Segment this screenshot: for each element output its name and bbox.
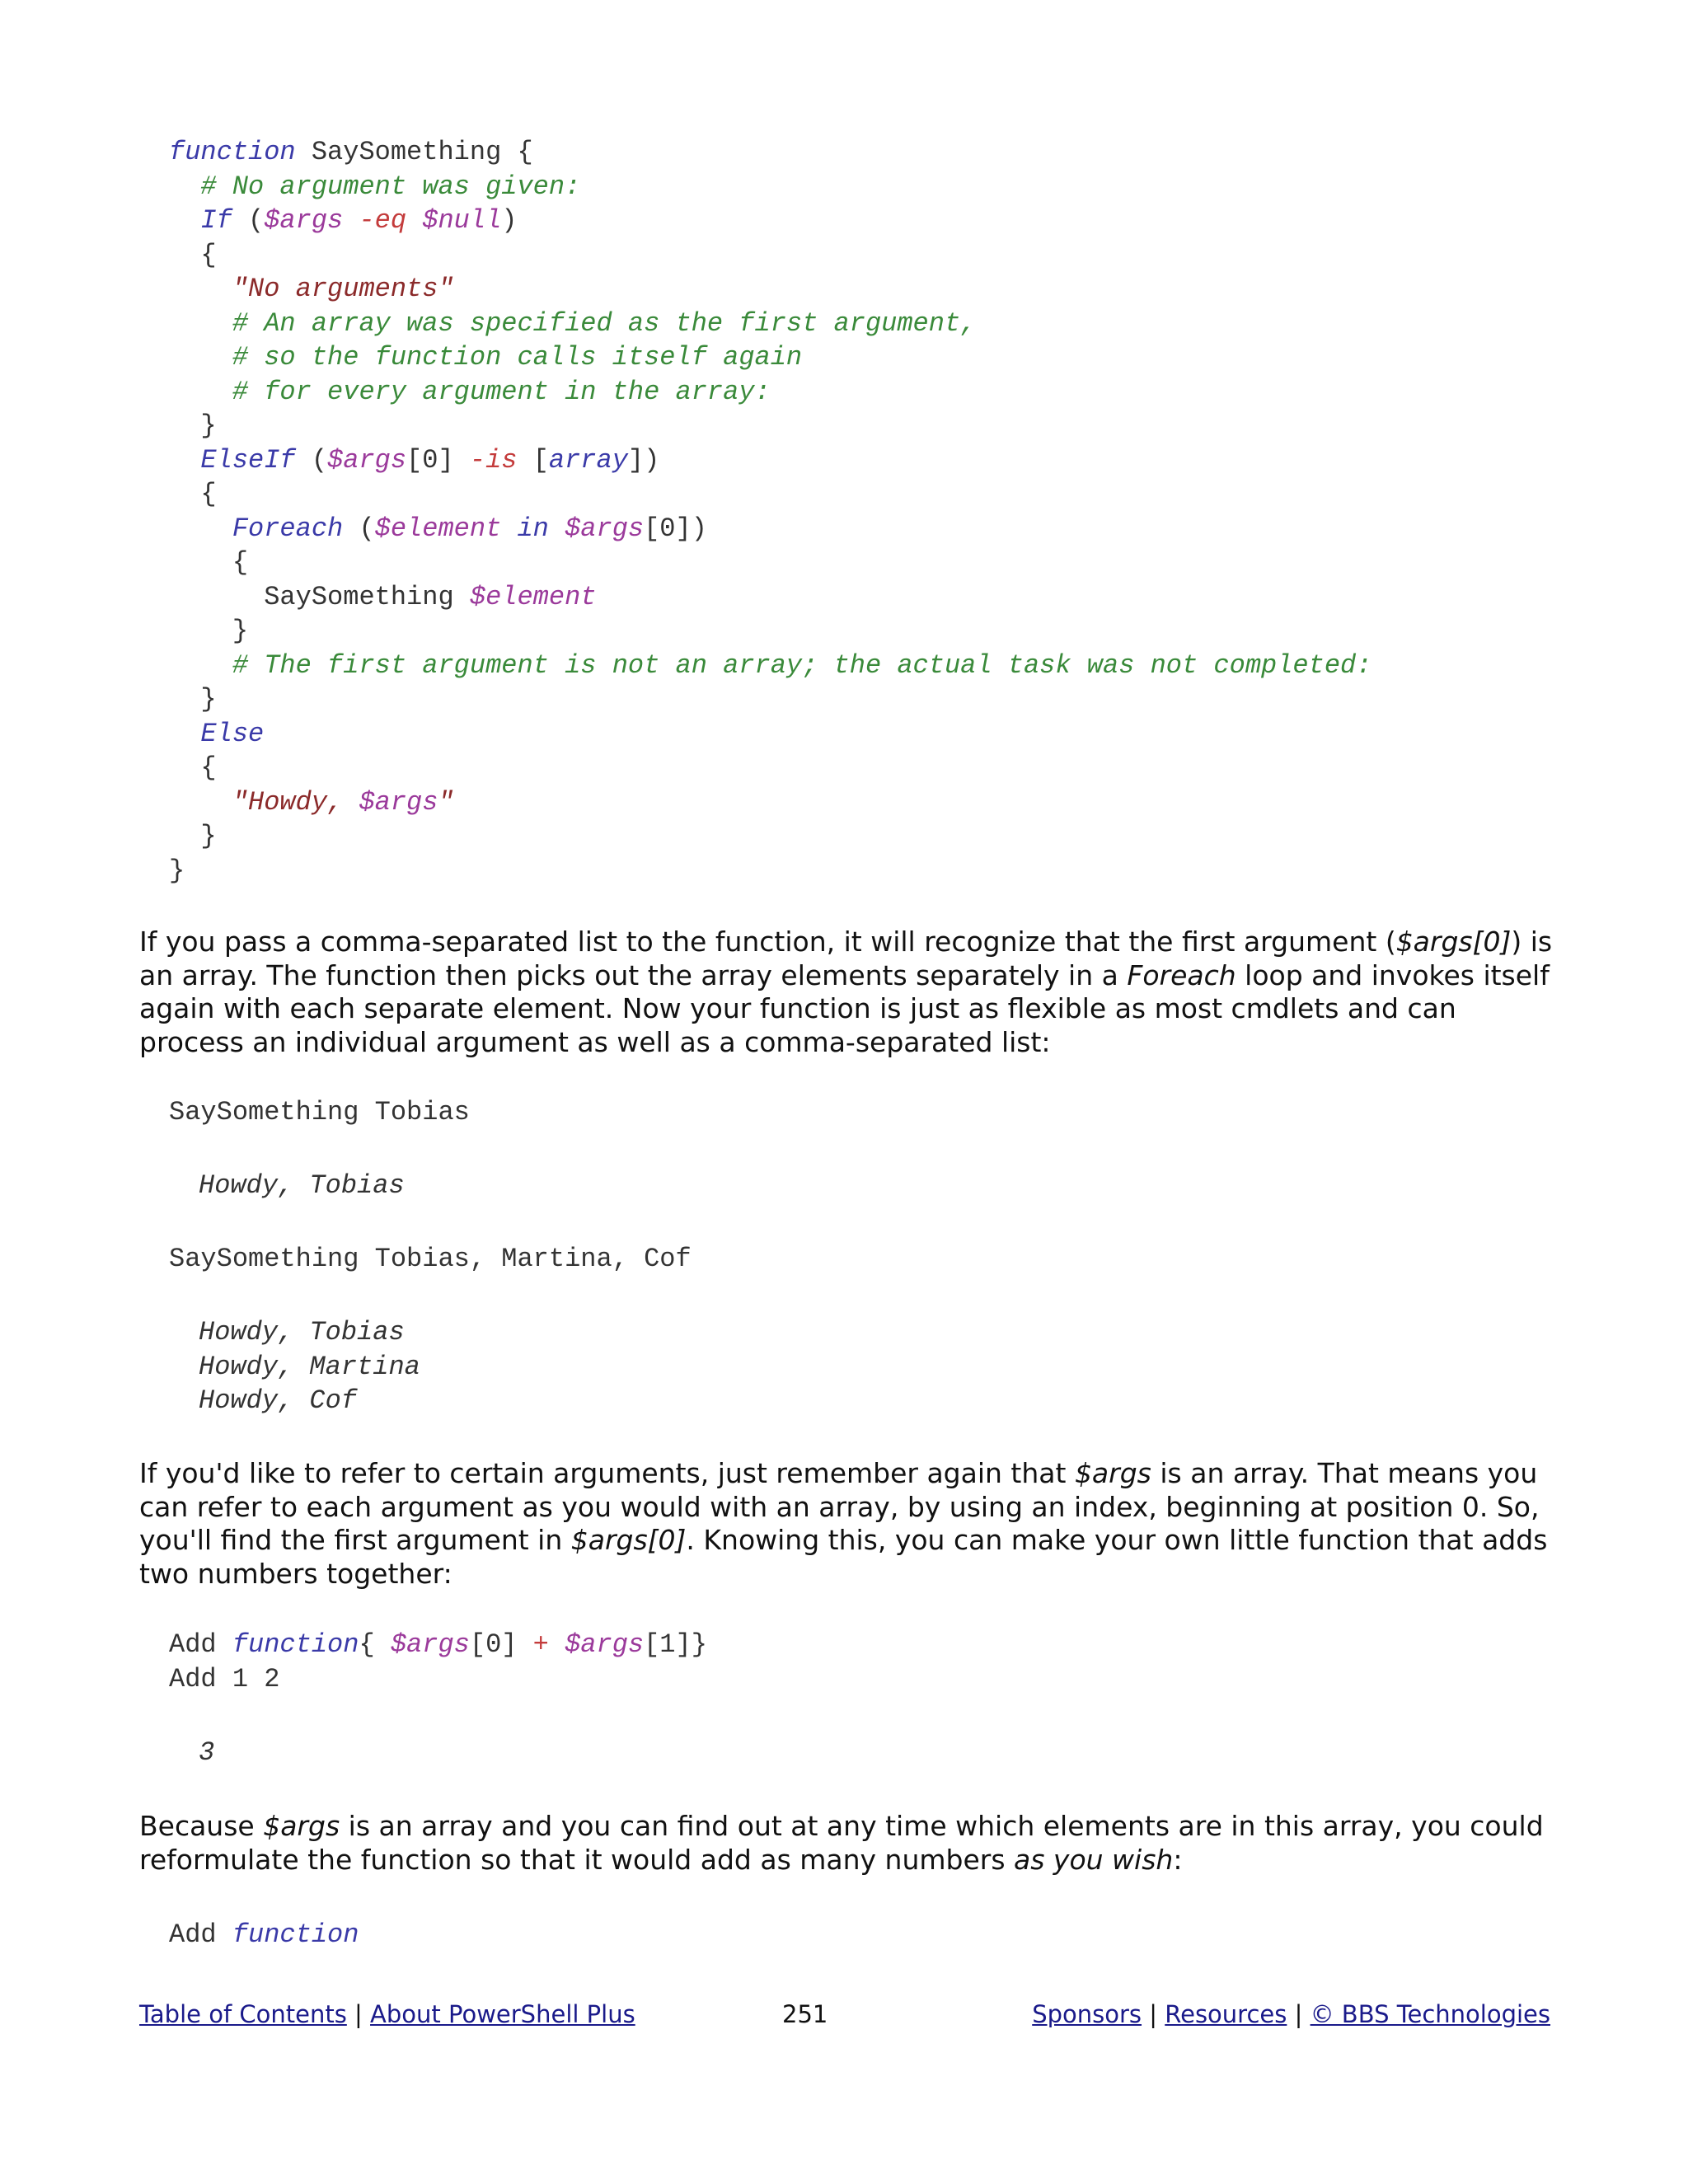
code-token: # for every argument in the array: bbox=[232, 376, 771, 407]
code-token: -eq bbox=[359, 205, 407, 236]
code-output-multiple-arguments bbox=[199, 1315, 420, 1418]
code-token: [ bbox=[517, 444, 549, 476]
code-line bbox=[169, 751, 1372, 785]
code-line bbox=[169, 717, 1372, 752]
footer-separator: | bbox=[354, 2000, 363, 2028]
code-line bbox=[169, 204, 1372, 238]
code-token: { bbox=[169, 479, 217, 509]
code-token: Add bbox=[169, 1919, 232, 1950]
code-token bbox=[549, 1629, 565, 1660]
emphasis-text: $args bbox=[263, 1810, 340, 1842]
code-token: $args bbox=[565, 513, 645, 544]
code-token: function bbox=[232, 1919, 359, 1950]
code-output-line: Howdy, Tobias bbox=[199, 1170, 405, 1201]
code-token: } bbox=[169, 821, 217, 851]
paragraph-text: ) is an array. The function then picks out the array elements separately in a bbox=[139, 926, 1553, 991]
code-token: ( bbox=[343, 513, 375, 544]
code-token: array bbox=[548, 444, 628, 476]
code-token: $args bbox=[327, 444, 407, 476]
code-token bbox=[549, 513, 565, 544]
code-line bbox=[169, 238, 1372, 273]
code-token: Foreach bbox=[232, 513, 344, 544]
code-token: function bbox=[169, 137, 296, 167]
footer-left-links bbox=[139, 2000, 635, 2028]
code-line bbox=[169, 477, 1372, 512]
code-token: [0] bbox=[406, 444, 470, 476]
code-line bbox=[169, 170, 1372, 204]
code-token: $args bbox=[264, 205, 344, 236]
code-token: in bbox=[517, 513, 549, 544]
code-output-line: Howdy, Tobias bbox=[199, 1317, 405, 1347]
paragraph-text: If you'd like to refer to certain arguments, just remember again that bbox=[139, 1457, 1075, 1489]
code-line bbox=[169, 649, 1372, 683]
code-line bbox=[169, 819, 1372, 854]
code-line bbox=[169, 854, 1372, 888]
code-output-line: Howdy, Cof bbox=[199, 1385, 358, 1416]
code-token bbox=[169, 171, 200, 202]
footer-right-links bbox=[1032, 2000, 1550, 2028]
code-token: # An array was specified as the first argument, bbox=[232, 307, 977, 339]
code-output-line: 3 bbox=[199, 1737, 215, 1768]
paragraph-args-array-index bbox=[139, 1457, 1557, 1591]
code-token: ElseIf bbox=[200, 444, 296, 476]
code-token: If bbox=[200, 205, 232, 236]
emphasis-text: Foreach bbox=[1127, 958, 1236, 991]
code-token: [0]) bbox=[644, 513, 707, 544]
code-token: [0] bbox=[469, 1629, 533, 1660]
code-token: } bbox=[169, 855, 185, 886]
code-output-single-argument bbox=[199, 1169, 405, 1203]
code-token: "Howdy, bbox=[232, 786, 359, 818]
code-token: ( bbox=[295, 444, 328, 476]
code-token bbox=[501, 513, 517, 544]
code-line bbox=[169, 785, 1372, 820]
code-output-add-result bbox=[199, 1736, 214, 1770]
paragraph-text: If you pass a comma-separated list to the function, it will recognize that the first argument ( bbox=[139, 926, 1396, 958]
code-token: SaySomething bbox=[169, 581, 470, 612]
code-token: $args bbox=[359, 786, 438, 818]
code-token bbox=[169, 308, 232, 339]
code-token bbox=[169, 513, 232, 544]
emphasis-text: $args[0] bbox=[1395, 926, 1512, 958]
paragraph-text: Because bbox=[139, 1810, 264, 1842]
paragraph-text: . Knowing this, you can make your own little function that adds two numbers together: bbox=[139, 1524, 1548, 1590]
code-token: $element bbox=[469, 581, 597, 612]
code-token: Add bbox=[169, 1629, 232, 1660]
code-token bbox=[343, 205, 359, 236]
paragraph-reformulate-function bbox=[139, 1810, 1557, 1877]
code-example-multiple-arguments bbox=[169, 1242, 692, 1277]
code-token bbox=[169, 274, 232, 304]
code-token: $args bbox=[565, 1629, 645, 1660]
code-token: + bbox=[532, 1629, 549, 1660]
code-token bbox=[169, 787, 232, 818]
sponsors-link[interactable]: Sponsors bbox=[1032, 2000, 1142, 2028]
emphasis-text: $args[0] bbox=[570, 1524, 687, 1556]
code-token: "No arguments" bbox=[232, 274, 454, 304]
code-line bbox=[169, 682, 1372, 717]
code-line bbox=[169, 546, 1372, 580]
code-token: ) bbox=[501, 205, 518, 236]
page-footer bbox=[139, 2000, 1550, 2036]
code-line bbox=[169, 375, 1372, 410]
table-of-contents-link[interactable]: Table of Contents bbox=[139, 2000, 347, 2028]
code-token: } bbox=[169, 616, 249, 646]
code-token: { bbox=[359, 1629, 391, 1660]
code-line bbox=[169, 1628, 707, 1662]
footer-separator: | bbox=[1294, 2000, 1303, 2028]
code-output-line: Howdy, Martina bbox=[199, 1351, 420, 1382]
code-command-line: SaySomething Tobias bbox=[169, 1097, 470, 1127]
code-token: { bbox=[169, 752, 217, 783]
code-token: Add 1 2 bbox=[169, 1663, 280, 1694]
bbs-technologies-copyright-link[interactable]: © BBS Technologies bbox=[1310, 2000, 1550, 2028]
code-token: " bbox=[438, 786, 454, 818]
code-token bbox=[169, 650, 232, 681]
code-token: -is bbox=[469, 444, 518, 476]
paragraph-text: loop and invokes itself again with each separate element. Now your function is just as flexible as most cmdlets and can process an individual argument as well as a comma-separated list: bbox=[139, 958, 1550, 1058]
about-powershell-plus-link[interactable]: About PowerShell Plus bbox=[370, 2000, 635, 2028]
code-token: ]) bbox=[627, 444, 660, 476]
code-token: $null bbox=[422, 205, 502, 236]
code-token: { bbox=[169, 239, 217, 270]
code-token: } bbox=[169, 684, 217, 715]
code-line bbox=[169, 1918, 359, 1952]
code-example-single-argument bbox=[169, 1095, 470, 1130]
code-line bbox=[169, 512, 1372, 546]
code-token: { bbox=[169, 547, 249, 578]
code-token bbox=[169, 377, 232, 407]
page-number: 251 bbox=[782, 2000, 828, 2028]
code-token: function bbox=[232, 1629, 359, 1660]
code-command-line: SaySomething Tobias, Martina, Cof bbox=[169, 1244, 692, 1274]
code-line bbox=[169, 443, 1372, 478]
code-token: ( bbox=[232, 205, 265, 236]
code-token bbox=[169, 445, 200, 476]
code-line bbox=[169, 272, 1372, 307]
code-token bbox=[169, 719, 200, 749]
code-token bbox=[169, 342, 232, 373]
code-token: # so the function calls itself again bbox=[232, 342, 803, 373]
code-block-saysomething-function bbox=[169, 135, 1372, 888]
code-token: $args bbox=[390, 1629, 470, 1660]
code-token: [1]} bbox=[644, 1629, 707, 1660]
code-block-add-function bbox=[169, 1628, 707, 1696]
code-token: # No argument was given: bbox=[200, 171, 581, 202]
paragraph-comma-separated-list bbox=[139, 926, 1557, 1059]
emphasis-text: $args bbox=[1074, 1457, 1151, 1489]
code-token: Else bbox=[200, 718, 265, 749]
code-token bbox=[406, 205, 422, 236]
paragraph-text: : bbox=[1173, 1843, 1183, 1876]
code-line bbox=[169, 580, 1372, 615]
code-line bbox=[169, 307, 1372, 341]
code-line bbox=[169, 409, 1372, 443]
paragraph-text: is an array and you can find out at any time which elements are in this array, you could reformulate the function so that it would add as many numbers bbox=[139, 1810, 1544, 1876]
code-line bbox=[169, 340, 1372, 375]
code-token: # The first argument is not an array; the actual task was not completed: bbox=[232, 649, 1372, 681]
code-line bbox=[169, 614, 1372, 649]
footer-separator: | bbox=[1149, 2000, 1158, 2028]
emphasis-text: as you wish bbox=[1014, 1843, 1174, 1876]
code-token: } bbox=[169, 410, 217, 441]
code-block-add-function-start bbox=[169, 1918, 359, 1952]
code-line bbox=[169, 135, 1372, 170]
paragraph-text: is an array. That means you can refer to each argument as you would with an array, by using an index, beginning at position 0. So, you'll find the first argument in bbox=[139, 1457, 1540, 1556]
code-token: SaySomething { bbox=[295, 137, 533, 167]
code-token: $element bbox=[374, 513, 502, 544]
code-line bbox=[169, 1662, 707, 1697]
resources-link[interactable]: Resources bbox=[1165, 2000, 1287, 2028]
code-token bbox=[169, 205, 200, 236]
